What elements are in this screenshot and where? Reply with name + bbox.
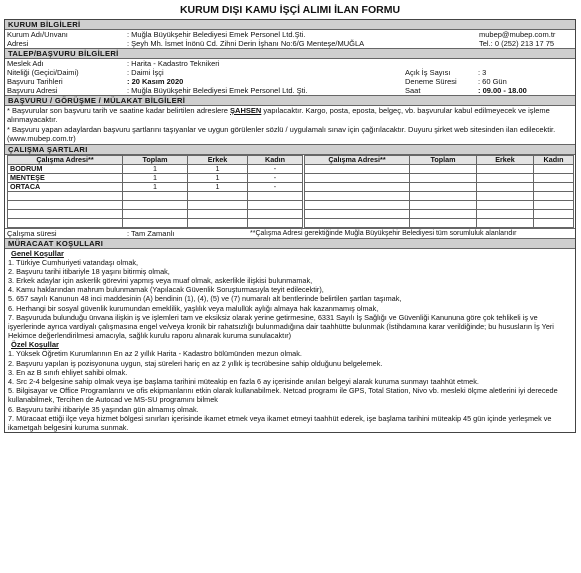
kurum-ad-label: Kurum Adı/Unvanı <box>7 30 68 39</box>
list-item: 6. Başvuru tarihi itibariyle 35 yaşından gün almamış olmak. <box>8 404 199 414</box>
table-cell-kadin: - <box>248 182 303 191</box>
genel-title: Genel Koşullar <box>11 248 64 258</box>
table-cell-toplam <box>123 191 188 200</box>
col-adres: Çalışma Adresi** <box>8 155 123 164</box>
table-cell-erkek: 1 <box>188 182 248 191</box>
list-item: 6. Herhangi bir sosyal güvenlik kurumundan emeklilik, yaşlılık veya malullük aylığı almaya hak kazanmamış olmak, <box>8 303 379 313</box>
gorusme-p2: * Başvuru yapan adaylardan başvuru şartlarını taşıyanlar ve uygun görülenler sözlü / uygulamalı sınav için çağırılacaktır. Duyuru şirket web sitesinden ilan edilecektir. (www.mubep.com.tr) <box>7 124 556 144</box>
gorusme-header: BAŞVURU / GÖRÜŞME / MÜLAKAT BİLGİLERİ <box>5 96 575 106</box>
table-cell-adres: ORTACA <box>8 182 123 191</box>
table-row <box>8 200 303 209</box>
col-erkek-2: Erkek <box>477 155 534 164</box>
basvuru-adres-value: : Muğla Büyükşehir Belediyesi Emek Personel Ltd. Şti. <box>127 86 308 95</box>
table-cell-toplam: 1 <box>123 164 188 173</box>
table-cell-adres <box>8 209 123 218</box>
table-row <box>305 209 574 218</box>
table-cell-kadin <box>534 164 574 173</box>
sure-value: : Tam Zamanlı <box>127 228 175 238</box>
form-box <box>4 19 576 433</box>
kurum-email[interactable]: mubep@mubep.com.tr <box>479 30 556 39</box>
table-cell-toplam <box>410 164 477 173</box>
table-cell-erkek <box>477 182 534 191</box>
table-cell-kadin <box>534 200 574 209</box>
table-cell-adres <box>305 191 410 200</box>
calisma-table-right <box>304 155 574 228</box>
ozel-title: Özel Koşullar <box>11 340 59 350</box>
kurum-adres-row <box>5 39 575 49</box>
table-cell-kadin: - <box>248 173 303 182</box>
table-cell-erkek <box>477 218 534 227</box>
col-adres-2: Çalışma Adresi** <box>305 155 410 164</box>
form-title: KURUM DIŞI KAMU İŞÇİ ALIMI İLAN FORMU <box>179 4 401 16</box>
table-cell-erkek <box>477 200 534 209</box>
table-row <box>8 209 303 218</box>
table-cell-toplam <box>410 209 477 218</box>
table-row <box>305 200 574 209</box>
table-cell-erkek: 1 <box>188 164 248 173</box>
meslek-label: Meslek Adı <box>7 59 44 68</box>
table-cell-erkek: 1 <box>188 173 248 182</box>
table-cell-toplam <box>410 182 477 191</box>
table-cell-adres <box>305 182 410 191</box>
table-cell-kadin <box>534 191 574 200</box>
table-cell-erkek <box>188 200 248 209</box>
table-row <box>305 191 574 200</box>
calisma-table-left <box>7 155 303 228</box>
acik-is-label: Açık İş Sayısı <box>405 68 451 77</box>
table-cell-toplam <box>123 200 188 209</box>
list-item: 7. Müracaat ettiği ilçe veya hizmet bölgesi sınırları içerisinde ikamet etmek veya ikamet etmeyi taahhüt ederek, işe başlama tarihini müteakip 45 gün içinde yerleşmek ve ikametgah belgesini kuruma sunmak. <box>8 413 552 433</box>
saat-value: : 09.00 - 18.00 <box>478 86 527 95</box>
table-cell-toplam: 1 <box>123 173 188 182</box>
table-cell-kadin <box>248 209 303 218</box>
col-erkek: Erkek <box>188 155 248 164</box>
table-cell-kadin: - <box>248 164 303 173</box>
list-item: 2. Başvuru yapılan iş pozisyonuna uygun, staj süreleri hariç en az 2 yıllık iş tecrübesine sahip olduğunu belgelemek. <box>8 358 383 368</box>
table-cell-kadin <box>248 200 303 209</box>
kurum-header: KURUM BİLGİLERİ <box>5 20 575 30</box>
table-cell-toplam <box>410 218 477 227</box>
list-item: 3. Erkek adaylar için askerlik görevini yapmış veya muaf olmak, askerlikle ilişkisi bulunmamak, <box>8 276 313 286</box>
table-cell-erkek <box>477 173 534 182</box>
list-item: 5. 657 sayılı Kanunun 48 inci maddesinin (A) bendinin (1), (4), (5) ve (7) numaralı alt bentlerinde belirtilen şartları taşımak, <box>8 294 402 304</box>
list-item: 5. Bilgisayar ve Office Programlarını ve ofis ekipmanlarını etkin olarak kullanabilmek. Netcad programı ile GPS, Total Station, Nivo vb. mesleki ölçme aletlerini iyi derecede kullanabilmek, Tercihen de Autocad ve MS-SU programını bilmek <box>8 386 558 405</box>
kurum-ad-row <box>5 30 575 39</box>
table-cell-kadin <box>248 218 303 227</box>
calisma-header: ÇALIŞMA ŞARTLARI <box>5 145 575 155</box>
col-kadin: Kadın <box>248 155 303 164</box>
table-cell-adres: MENTEŞE <box>8 173 123 182</box>
table-cell-erkek <box>477 191 534 200</box>
table-cell-adres <box>305 164 410 173</box>
acik-is-value: : 3 <box>478 68 487 77</box>
sure-label: Çalışma süresi <box>7 228 57 238</box>
table-cell-adres <box>305 173 410 182</box>
gorusme-text <box>5 106 575 145</box>
table-cell-adres <box>8 218 123 227</box>
deneme-value: : 60 Gün <box>478 77 507 86</box>
table-cell-erkek <box>188 209 248 218</box>
table-cell-adres <box>305 209 410 218</box>
table-cell-erkek <box>188 218 248 227</box>
table-cell-kadin <box>248 191 303 200</box>
table-cell-erkek <box>477 164 534 173</box>
table-cell-toplam <box>410 200 477 209</box>
kurum-adres-label: Adresi <box>7 39 29 48</box>
nitelik-value: : Daimi İşçi <box>127 68 164 77</box>
table-row <box>305 182 574 191</box>
table-cell-adres: BODRUM <box>8 164 123 173</box>
list-item: 4. Kamu haklarından mahrum bulunmamak (Yapılacak Güvenlik Soruşturmasıyla teyit edilecektir), <box>8 285 324 295</box>
tarih-label: Başvuru Tarihleri <box>7 77 63 86</box>
table-row <box>305 164 574 173</box>
basvuru-adres-label: Başvuru Adresi <box>7 86 58 95</box>
table-cell-adres <box>8 191 123 200</box>
table-cell-adres <box>305 200 410 209</box>
list-item: 1. Türkiye Cumhuriyeti vatandaşı olmak, <box>8 257 139 267</box>
table-cell-kadin <box>534 209 574 218</box>
calisma-sure-row <box>5 228 575 239</box>
col-toplam: Toplam <box>123 155 188 164</box>
nitelik-label: Niteliği (Geçici/Daimi) <box>7 68 79 77</box>
table-cell-adres <box>305 218 410 227</box>
table-cell-kadin <box>534 182 574 191</box>
col-toplam-2: Toplam <box>410 155 477 164</box>
list-item: 2. Başvuru tarihi itibariyle 18 yaşını bitirmiş olmak, <box>8 266 170 276</box>
table-row <box>305 218 574 227</box>
calisma-note: **Çalışma Adresi gerektiğinde Muğla Büyükşehir Belediyesi tüm sorumluluk alanlarıdır <box>250 229 517 237</box>
meslek-value: : Harita - Kadastro Teknikeri <box>127 59 220 68</box>
list-item: 3. En az B sınıfı ehliyet sahibi olmak. <box>8 367 128 377</box>
table-cell-toplam <box>410 173 477 182</box>
ozel-list <box>5 349 575 432</box>
saat-label: Saat <box>405 86 421 95</box>
table-cell-toplam <box>123 209 188 218</box>
tarih-value: : 20 Kasım 2020 <box>127 77 184 86</box>
table-row <box>8 164 303 173</box>
table-cell-kadin <box>534 218 574 227</box>
genel-list <box>5 258 575 341</box>
table-row <box>305 173 574 182</box>
list-item: 7. Başvuruda bulunduğu ünvana ilişkin iş ve işlemleri tam ve eksiksiz olarak yerine getirmesine, 6331 Sayılı İş Sağlığı ve Güvenliği Kanununa göre çok tehlikeli iş ve işyerlerinde ayrıca vardiyalı çalışmasına engel ve/veya kronik bir rahatsızlığı bulunmadığına dair taahhütte bulunmak (İstihdamına karar verildiğinde; bu hususların İş Yeri Hekimce değerlendirilmesi amacıyla, sağlık kurulu raporu alınarak kuruma sunulacaktır) <box>8 312 554 341</box>
kurum-tel: Tel.: 0 (252) 213 17 75 <box>479 39 555 48</box>
kurum-ad-value: : Muğla Büyükşehir Belediyesi Emek Personel Ltd.Şti. <box>127 30 306 39</box>
sahsen-text: ŞAHSEN <box>230 106 262 115</box>
calisma-tables <box>5 155 575 228</box>
table-cell-toplam <box>123 218 188 227</box>
form-page <box>4 4 576 433</box>
muracaat-header: MÜRACAAT KOŞULLARI <box>5 239 575 249</box>
list-item: 4. Src 2-4 belgesine sahip olmak veya işe başlama tarihini müteakip en fazla 6 ay içerisinde anılan belgeyi alarak kuruma sunmayı taahhüt etmek. <box>8 377 479 387</box>
table-row <box>8 191 303 200</box>
talep-block <box>5 59 575 96</box>
list-item: 1. Yüksek Öğretim Kurumlarının En az 2 yıllık Harita - Kadastro bölümünden mezun olmak. <box>8 349 302 359</box>
gorusme-p1: * Başvurular son başvuru tarih ve saatine kadar belirtilen adreslere ŞAHSEN yapılacaktır. Kargo, posta, eposta, belgeç, vb. başvurular kabul edilmeyecek ve işleme alınmayacaktır. <box>7 106 550 125</box>
table-row <box>8 182 303 191</box>
table-row <box>8 218 303 227</box>
col-kadin-2: Kadın <box>534 155 574 164</box>
table-cell-erkek <box>188 191 248 200</box>
table-row <box>8 173 303 182</box>
kurum-adres-value: : Şeyh Mh. İsmet İnönü Cd. Zihni Derin İşhanı No:6/G Menteşe/MUĞLA <box>127 39 365 48</box>
table-cell-adres <box>8 200 123 209</box>
table-cell-erkek <box>477 209 534 218</box>
talep-header: TALEP/BAŞVURU BİLGİLERİ <box>5 49 575 59</box>
table-cell-toplam <box>410 191 477 200</box>
table-cell-toplam: 1 <box>123 182 188 191</box>
table-cell-kadin <box>534 173 574 182</box>
deneme-label: Deneme Süresi <box>405 77 457 86</box>
